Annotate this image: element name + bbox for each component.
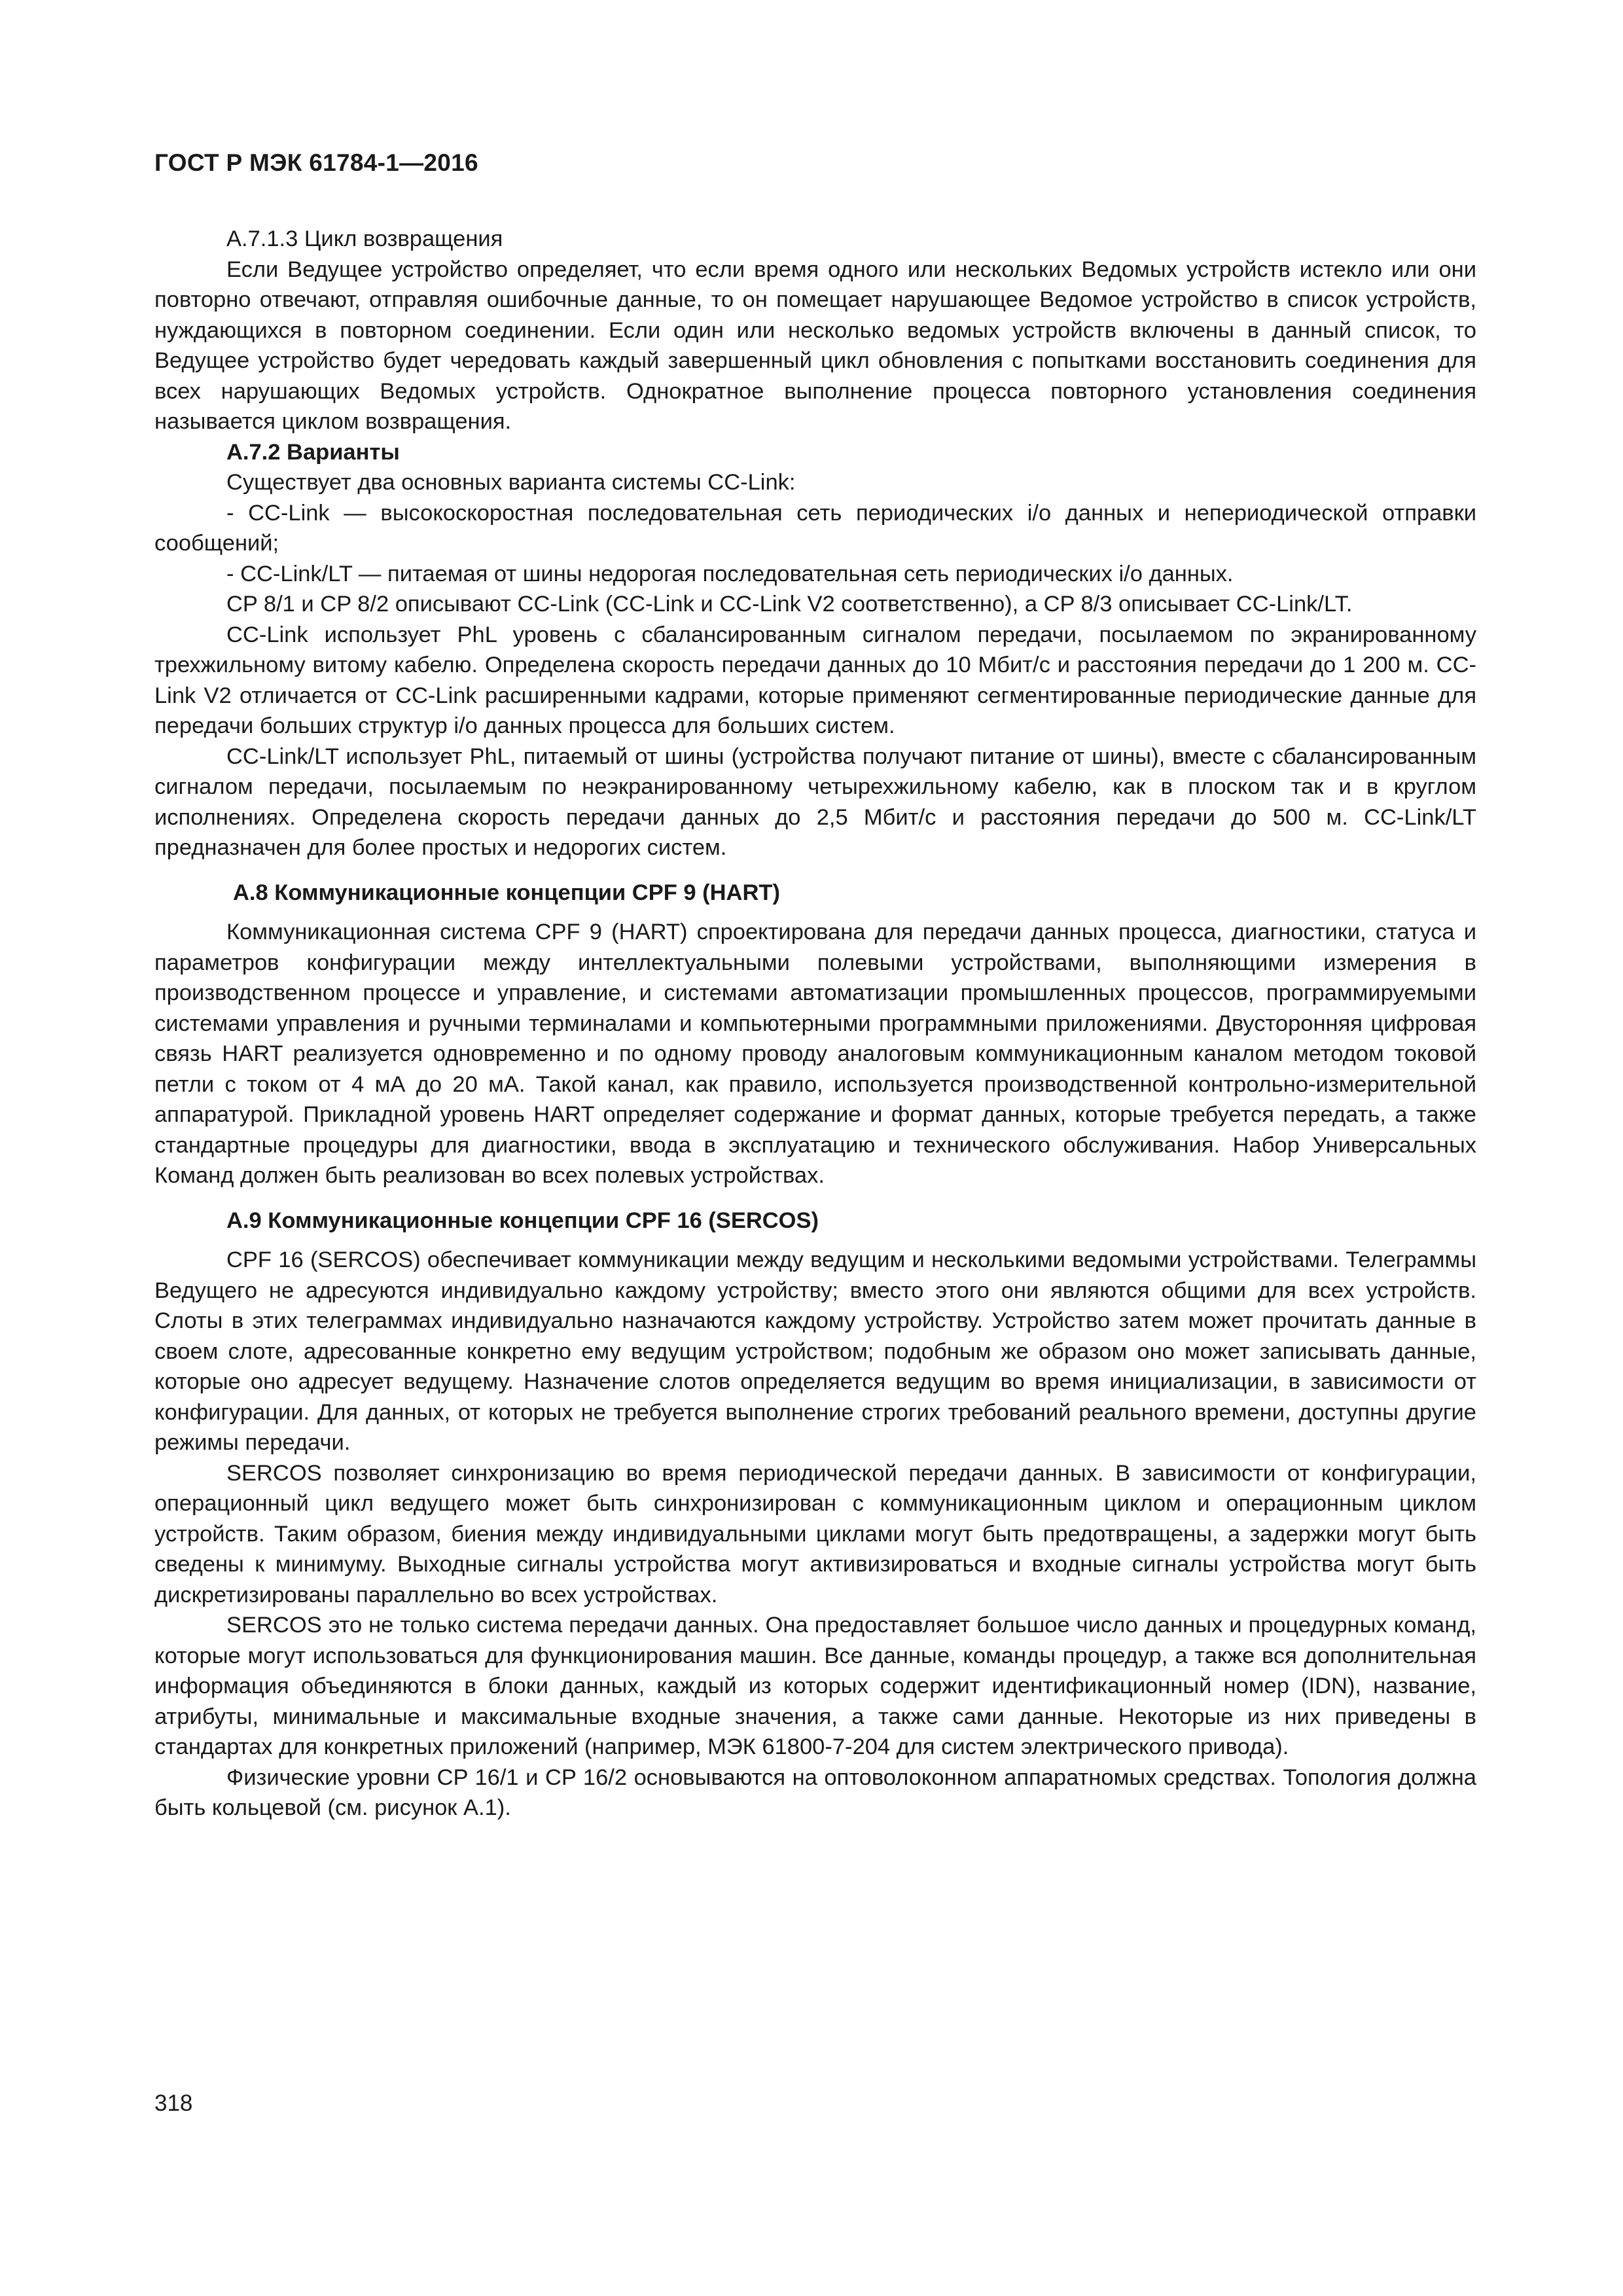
paragraph: SERCOS позволяет синхронизацию во время периодической передачи данных. В зависимости от конфигурации, операционный цикл ведущего может быть синхронизирован с коммуникационным циклом и операционным циклом устройств. Таким образом, биения между индивидуальными циклами могут быть предотвращены, а задержки могут быть сведены к минимуму. Выходные сигналы устройства могут активизироваться и входные сигналы устройства могут быть дискретизированы параллельно во всех устройствах. [154, 1460, 1476, 1607]
paragraph: Физические уровни CP 16/1 и CP 16/2 основываются на оптоволоконном аппаратномых средствах. Топология должна быть кольцевой (см. рисунок А.1). [154, 1765, 1476, 1820]
section-a8-title: А.8 Коммуникационные концепции CPF 9 (HART) [233, 880, 780, 905]
clause-a713-title: А.7.1.3 Цикл возвращения [226, 226, 503, 251]
paragraph: Существует два основных варианта системы CC-Link: [226, 470, 796, 495]
paragraph: CPF 16 (SERCOS) обеспечивает коммуникации между ведущим и несколькими ведомыми устройствами. Телеграммы Ведущего не адресуются индивидуально каждому устройству; вместо этого они являются общими для всех устройств. Слоты в этих телеграммах индивидуально назначаются каждому устройству. Устройство затем может прочитать данные в своем слоте, адресованные конкретно ему ведущим устройством; подобным же образом оно может записывать данные, которые оно адресует ведущему. Назначение слотов определяется ведущим во время инициализации, в зависимости от конфигурации. Для данных, от которых не требуется выполнение строгих требований реального времени, доступны другие режимы передачи. [154, 1247, 1476, 1455]
list-item: - CC-Link/LT — питаемая от шины недорогая последовательная сеть периодических i/o данных. [226, 561, 1234, 586]
paragraph: Коммуникационная система CPF 9 (HART) спроектирована для передачи данных процесса, диагностики, статуса и параметров конфигурации между интеллектуальными полевыми устройствами, выполняющими измерения в производственном процессе и управление, и системами автоматизации промышленных процессов, программируемыми системами управления и ручными терминалами и компьютерными программными приложениями. Двусторонняя цифровая связь HART реализуется одновременно и по одному проводу аналоговым коммуникационным каналом методом токовой петли с током от 4 мА до 20 мА. Такой канал, как правило, используется производственной контрольно-измерительной аппаратурой. Прикладной уровень HART определяет содержание и формат данных, которые требуется передать, а также стандартные процедуры для диагностики, ввода в эксплуатацию и технического обслуживания. Набор Универсальных Команд должен быть реализован во всех полевых устройствах. [154, 920, 1476, 1188]
paragraph: CC-Link/LT использует PhL, питаемый от шины (устройства получают питание от шины), вместе с сбалансированным сигналом передачи, посылаемым по неэкранированному четырехжильному кабелю, как в плоском так и в круглом исполнениях. Определена скорость передачи данных до 2,5 Мбит/с и расстояния передачи до 500 м. CC-Link/LT предназначен для более простых и недорогих систем. [154, 744, 1476, 860]
list-item: - CC-Link — высокоскоростная последовательная сеть периодических i/o данных и непериодической отправки сообщений; [154, 500, 1476, 556]
document-header: ГОСТ Р МЭК 61784-1—2016 [154, 149, 478, 176]
paragraph: SERCOS это не только система передачи данных. Она предоставляет большое число данных и процедурных команд, которые могут использоваться для функционирования машин. Все данные, команды процедур, а также вся дополнительная информация объединяются в блоки данных, каждый из которых содержит идентификационный номер (IDN), название, атрибуты, минимальные и максимальные входные значения, а также сами данные. Некоторые из них приведены в стандартах для конкретных приложений (например, МЭК 61800-7-204 для систем электрического привода). [154, 1613, 1476, 1759]
paragraph: CC-Link использует PhL уровень с сбалансированным сигналом передачи, посылаемом по экранированному трехжильному витому кабелю. Определена скорость передачи данных до 10 Мбит/с и расстояния передачи до 1 200 м. CC-Link V2 отличается от CC-Link расширенными кадрами, которые применяют сегментированные периодические данные для передачи больших структур i/o данных процесса для больших систем. [154, 622, 1476, 738]
section-a9-title: А.9 Коммуникационные концепции CPF 16 (SERCOS) [226, 1208, 819, 1233]
paragraph: Если Ведущее устройство определяет, что если время одного или нескольких Ведомых устройств истекло или они повторно отвечают, отправляя ошибочные данные, то он помещает нарушающее Ведомое устройство в список устройств, нуждающихся в повторном соединении. Если один или несколько ведомых устройств включены в данный список, то Ведущее устройство будет чередовать каждый завершенный цикл обновления с попытками восстановить соединения для всех нарушающих Ведомых устройств. Однократное выполнение процесса повторного установления соединения называется циклом возвращения. [154, 257, 1476, 434]
paragraph: CP 8/1 и CP 8/2 описывают CC-Link (CC-Link и CC-Link V2 соответственно), а CP 8/3 описывает CC-Link/LT. [226, 592, 1353, 617]
clause-a72-title: А.7.2 Варианты [226, 439, 400, 465]
document-body [154, 224, 1476, 1823]
page-number: 318 [154, 2090, 193, 2116]
